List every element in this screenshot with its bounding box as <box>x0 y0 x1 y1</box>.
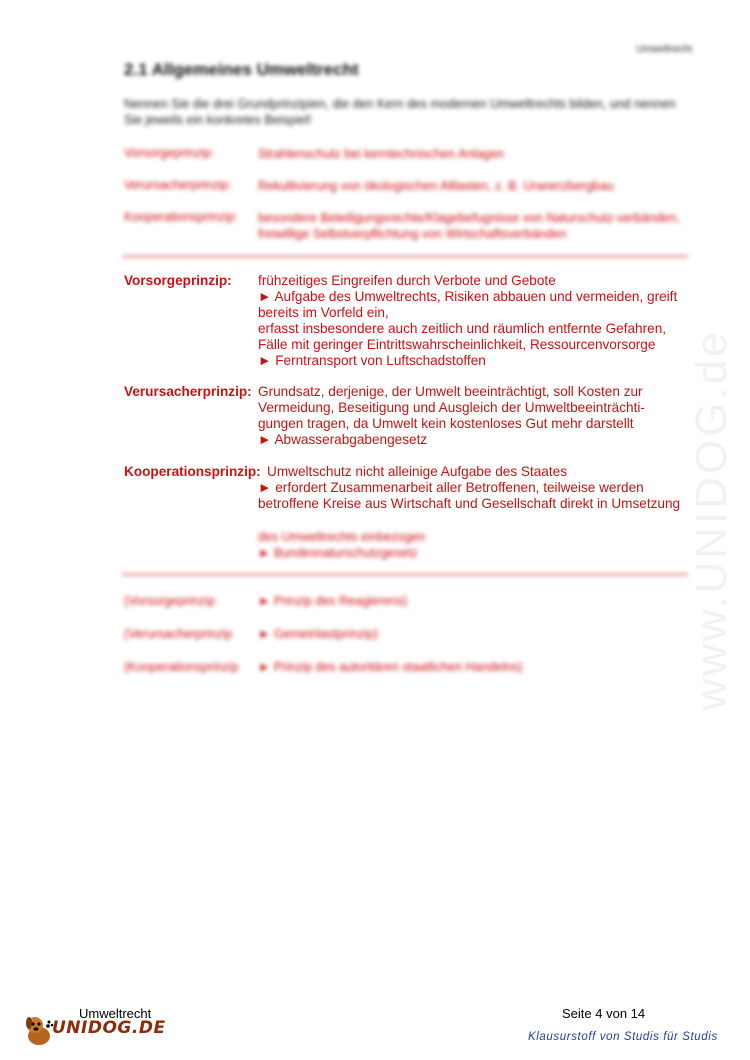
tail-line: ► Bundesnaturschutzgesetz <box>258 546 418 560</box>
answer-line: Vermeidung, Beseitigung und Ausgleich der Umweltbeeinträchti- <box>258 400 645 416</box>
answer-label: Kooperationsprinzip: <box>124 464 261 479</box>
answer-label: Vorsorgeprinzip: <box>124 273 232 288</box>
answer-line: betroffene Kreise aus Wirtschaft und Gesellschaft direkt in Umsetzung <box>258 496 681 512</box>
answer-label: Verursacherprinzip: <box>124 384 252 399</box>
example-label: Vorsorgeprinzip: <box>124 146 215 160</box>
answer-line: ► erfordert Zusammenarbeit aller Betroffenen, teilweise werden <box>258 480 644 496</box>
answer-line: ► Abwasserabgabengesetz <box>258 432 428 448</box>
footer-title: Umweltrecht <box>79 1006 152 1021</box>
example-label: Verursacherprinzip: <box>124 178 232 192</box>
slogan: Klausurstoff von Studis für Studis <box>528 1031 718 1043</box>
answer-first-line: Grundsatz, derjenige, der Umwelt beeinträchtigt, soll Kosten zur <box>258 384 643 399</box>
answer-line: bereits im Vorfeld ein, <box>258 305 389 321</box>
answer-line: ► Ferntransport von Luftschadstoffen <box>258 353 486 369</box>
example-text: besondere Beteiligungsrechte/Klagebefugnisse von Naturschutz-verbänden, freiwillige Selbstverpflichtung von Wirtschaftsverbänden <box>258 211 680 241</box>
dog-icon <box>22 1014 56 1048</box>
divider <box>122 255 688 258</box>
tail-line: des Umweltrechts einbezogen <box>258 530 426 544</box>
counter-label: (Verursacherprinzip <box>124 627 233 641</box>
counter-label: (Vorsorgeprinzip <box>124 594 216 608</box>
answer-line: ► Aufgabe des Umweltrechts, Risiken abbauen und vermeiden, greift <box>258 289 678 305</box>
question-text: Nennen Sie die drei Grundprinzipien, die den Kern des modernen Umweltrechts bilden, und nennen Sie jeweils ein konkretes Beispiel! <box>124 97 676 127</box>
answer-line: erfasst insbesondere auch zeitlich und räumlich entfernte Gefahren, <box>258 321 667 337</box>
unidog-logo[interactable] <box>22 1014 166 1050</box>
answer-body <box>258 480 698 512</box>
blurred-continuation <box>258 529 425 561</box>
example-label: Kooperationsprinzip: <box>124 210 238 224</box>
example-text: Strahlenschutz bei kerntechnischen Anlagen <box>258 147 504 161</box>
page-number: Seite 4 von 14 <box>562 1006 646 1021</box>
answer-body <box>258 400 698 448</box>
logo-text: UNIDOG.DE <box>52 1018 166 1038</box>
running-header: Umweltrecht <box>636 44 692 55</box>
watermark: www.UNIDOG.de <box>687 329 736 711</box>
answer-body <box>258 289 698 369</box>
answer-line: gungen tragen, da Umwelt kein kostenloses Gut mehr darstellt <box>258 416 634 432</box>
counter-text: ► Gemeinlastprinzip) <box>258 627 379 641</box>
answer-first-line: frühzeitiges Eingreifen durch Verbote und Gebote <box>258 273 556 288</box>
counter-text: ► Prinzip des Reagierens) <box>258 594 408 608</box>
answer-first-line: Umweltschutz nicht alleinige Aufgabe des Staates <box>267 464 567 479</box>
divider <box>122 573 688 576</box>
counter-text: ► Prinzip des autoritären staatlichen Handelns) <box>258 660 523 674</box>
example-text: Rekultivierung von ökologischen Altlasten, z. B. Uranerzbergbau <box>258 179 614 193</box>
counter-label: (Kooperationsprinzip <box>124 660 239 674</box>
answer-line: Fälle mit geringer Eintrittswahrscheinlichkeit, Ressourcenvorsorge <box>258 337 656 353</box>
section-title: 2.1 Allgemeines Umweltrecht <box>124 60 359 79</box>
